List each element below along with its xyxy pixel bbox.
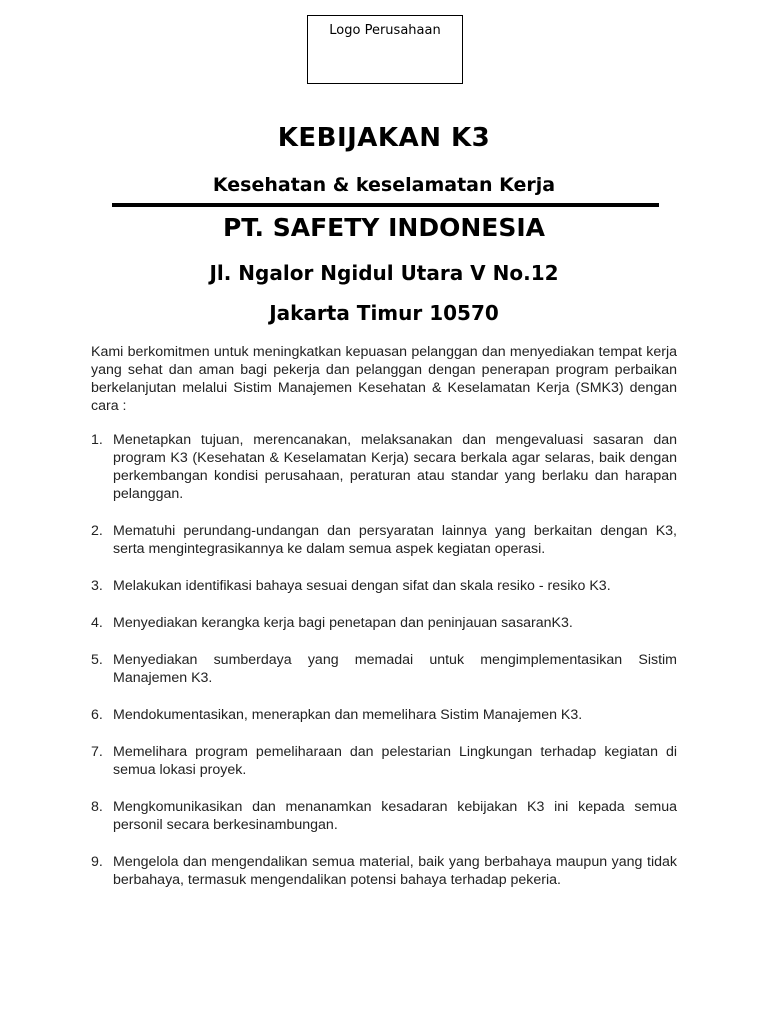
header-divider bbox=[112, 203, 659, 207]
policy-item-text: Mengkomunikasikan dan menanamkan kesadaran kebijakan K3 ini kepada semua personil secara berkesinambungan. bbox=[113, 799, 677, 833]
logo-placeholder bbox=[307, 15, 463, 84]
policy-item bbox=[91, 798, 677, 834]
logo-label: Logo Perusahaan bbox=[329, 23, 441, 38]
policy-item-number: 6. bbox=[91, 707, 103, 723]
policy-item-number: 5. bbox=[91, 652, 103, 668]
policy-item bbox=[91, 614, 677, 632]
policy-item-number: 2. bbox=[91, 523, 103, 539]
policy-item bbox=[91, 706, 677, 724]
policy-item-text: Menyediakan kerangka kerja bagi penetapan dan peninjauan sasaranK3. bbox=[113, 615, 573, 631]
policy-item-number: 7. bbox=[91, 744, 103, 760]
policy-item-number: 1. bbox=[91, 432, 103, 448]
policy-item bbox=[91, 431, 677, 503]
policy-item bbox=[91, 577, 677, 595]
policy-item-number: 8. bbox=[91, 799, 103, 815]
intro-paragraph: Kami berkomitmen untuk meningkatkan kepuasan pelanggan dan menyediakan tempat kerja yang sehat dan aman bagi pekerja dan pelanggan dengan penerapan program perbaikan berkelanjutan melalui Sistim Manajemen Kesehatan & Keselamatan Kerja (SMK3) dengan cara : bbox=[91, 344, 677, 414]
policy-list bbox=[91, 431, 677, 908]
document-title: KEBIJAKAN K3 bbox=[277, 123, 491, 153]
policy-item-text: Mendokumentasikan, menerapkan dan memelihara Sistim Manajemen K3. bbox=[113, 707, 583, 723]
company-address-line1: Jl. Ngalor Ngidul Utara V No.12 bbox=[209, 261, 559, 285]
policy-item-text: Menyediakan sumberdaya yang memadai untuk mengimplementasikan Sistim Manajemen K3. bbox=[113, 652, 677, 686]
policy-item bbox=[91, 651, 677, 687]
policy-item-text: Mengelola dan mengendalikan semua material, baik yang berbahaya maupun yang tidak berbahaya, termasuk mengendalikan potensi bahaya terhadap pekeria. bbox=[113, 854, 677, 888]
policy-item-number: 4. bbox=[91, 615, 103, 631]
policy-item bbox=[91, 743, 677, 779]
policy-item-number: 9. bbox=[91, 854, 103, 870]
policy-item-text: Melakukan identifikasi bahaya sesuai dengan sifat dan skala resiko - resiko K3. bbox=[113, 578, 611, 594]
company-address-line2: Jakarta Timur 10570 bbox=[269, 301, 499, 325]
policy-item bbox=[91, 522, 677, 558]
policy-item-text: Memelihara program pemeliharaan dan pelestarian Lingkungan terhadap kegiatan di semua lokasi proyek. bbox=[113, 744, 677, 778]
policy-item bbox=[91, 853, 677, 889]
policy-item-number: 3. bbox=[91, 578, 103, 594]
document-subtitle: Kesehatan & keselamatan Kerja bbox=[212, 174, 556, 196]
company-name: PT. SAFETY INDONESIA bbox=[222, 213, 546, 242]
policy-item-text: Menetapkan tujuan, merencanakan, melaksanakan dan mengevaluasi sasaran dan program K3 (Kesehatan & Keselamatan Kerja) secara berkala agar selaras, baik dengan perkembangan kondisi perusahaan, peraturan atau standar yang berlaku dan harapan pelanggan. bbox=[113, 432, 677, 502]
policy-item-text: Mematuhi perundang-undangan dan persyaratan lainnya yang berkaitan dengan K3, serta mengintegrasikannya ke dalam semua aspek kegiatan operasi. bbox=[113, 523, 677, 557]
